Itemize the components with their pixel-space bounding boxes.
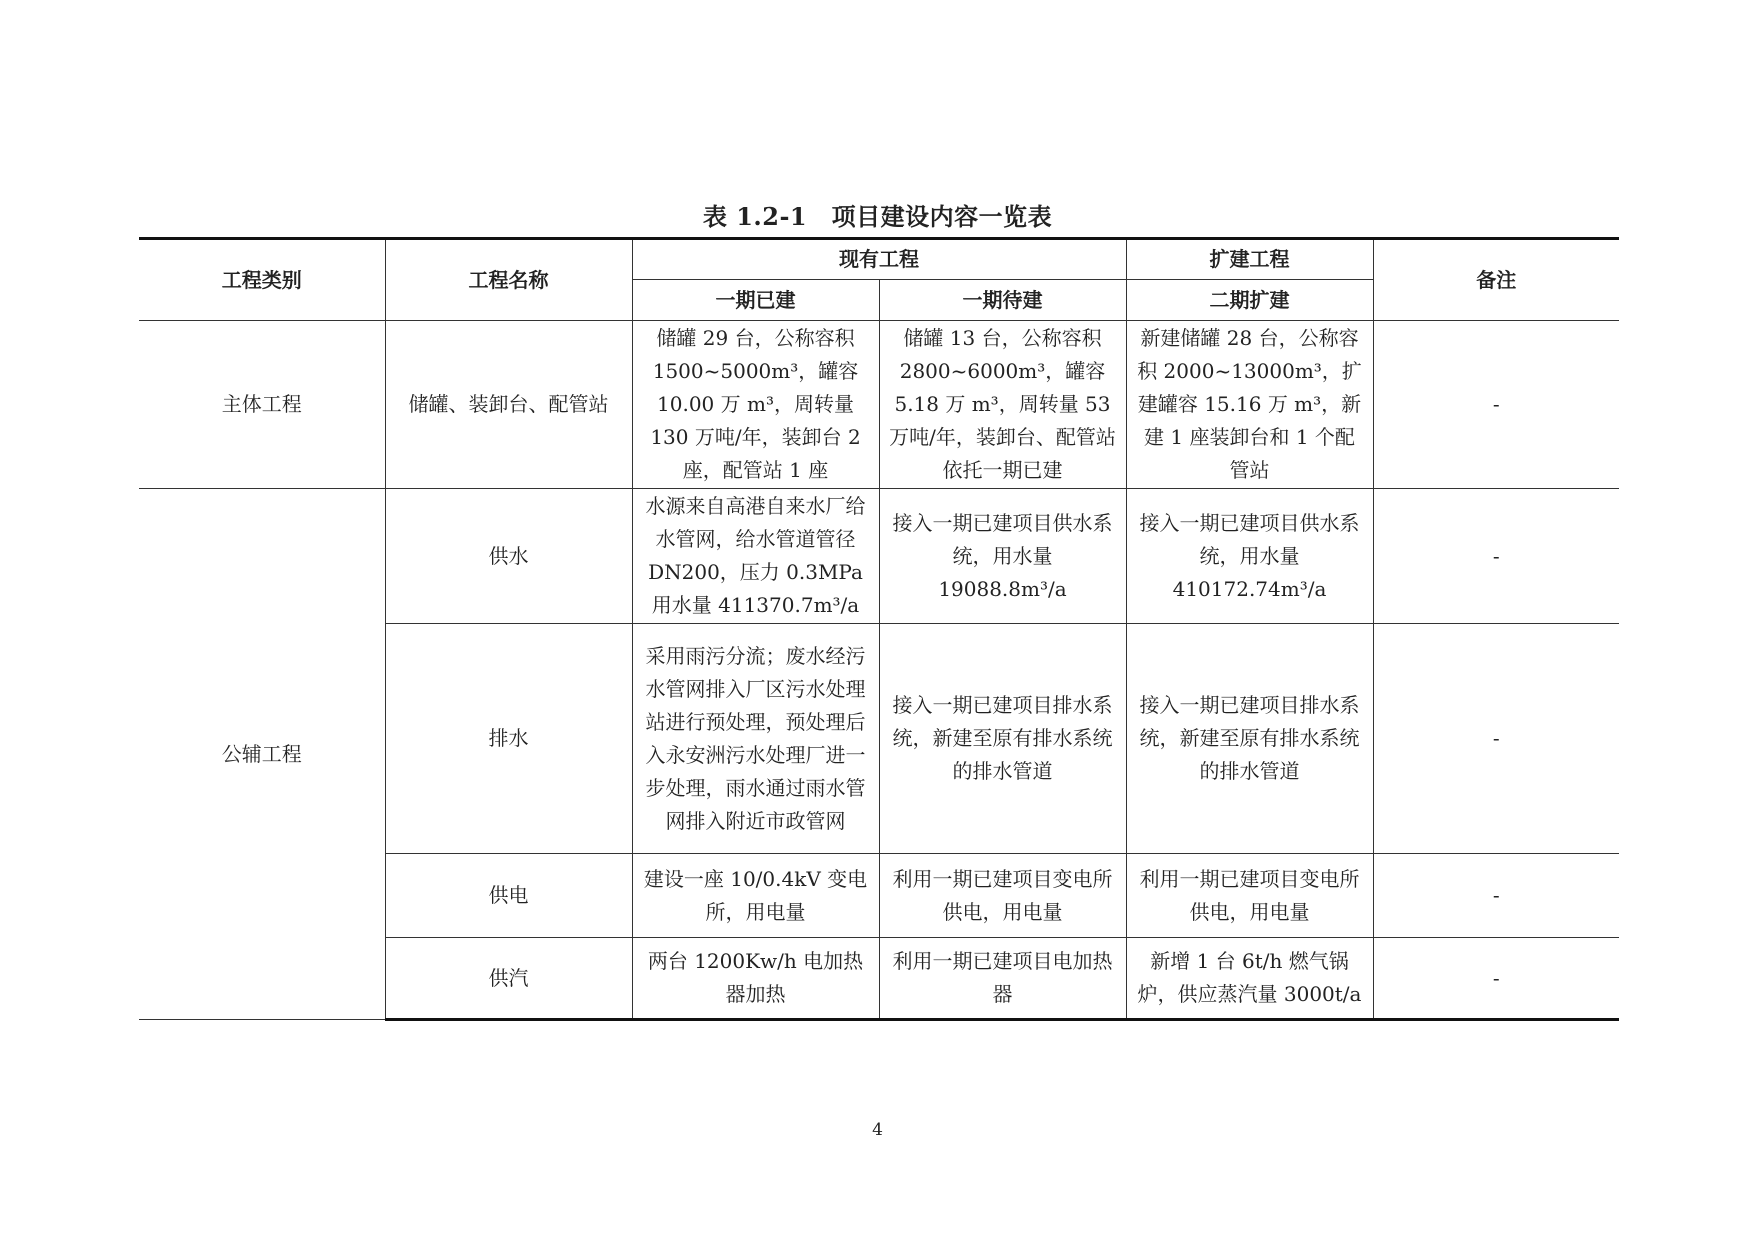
header-name: 工程名称: [385, 239, 632, 321]
cell-phase1-pending: 接入一期已建项目排水系统，新建至原有排水系统的排水管道: [879, 624, 1126, 854]
cell-phase2-expand: 利用一期已建项目变电所供电，用电量: [1126, 854, 1373, 938]
header-row-1: [139, 239, 1619, 280]
cell-phase1-pending: 接入一期已建项目供水系统，用水量 19088.8m³/a: [879, 489, 1126, 624]
cell-phase1-built: 两台 1200Kw/h 电加热器加热: [632, 938, 879, 1020]
project-content-table: [139, 237, 1619, 1021]
cell-remarks: -: [1373, 938, 1619, 1020]
header-phase1-pending: 一期待建: [879, 280, 1126, 321]
cell-phase2-expand: 接入一期已建项目排水系统，新建至原有排水系统的排水管道: [1126, 624, 1373, 854]
cell-remarks: -: [1373, 624, 1619, 854]
table-title: 表 1.2-1 项目建设内容一览表: [702, 202, 1053, 231]
cell-phase1-built: 水源来自高港自来水厂给水管网，给水管道管径 DN200，压力 0.3MPa 用水量 411370.7m³/a: [632, 489, 879, 624]
cell-name: 供汽: [385, 938, 632, 1020]
cell-phase1-pending: 储罐 13 台，公称容积 2800~6000m³，罐容 5.18 万 m³，周转量 53 万吨/年，装卸台、配管站依托一期已建: [879, 321, 1126, 489]
header-phase1-built: 一期已建: [632, 280, 879, 321]
cell-phase1-pending: 利用一期已建项目变电所供电，用电量: [879, 854, 1126, 938]
cell-name: 储罐、装卸台、配管站: [385, 321, 632, 489]
header-phase2-expand: 二期扩建: [1126, 280, 1373, 321]
header-existing: 现有工程: [632, 239, 1126, 280]
header-category: 工程类别: [139, 239, 385, 321]
cell-phase2-expand: 接入一期已建项目供水系统，用水量 410172.74m³/a: [1126, 489, 1373, 624]
cell-name: 排水: [385, 624, 632, 854]
table-row: [139, 321, 1619, 489]
cell-phase1-built: 储罐 29 台，公称容积 1500~5000m³，罐容 10.00 万 m³，周转量 130 万吨/年，装卸台 2 座，配管站 1 座: [632, 321, 879, 489]
cell-phase2-expand: 新增 1 台 6t/h 燃气锅炉，供应蒸汽量 3000t/a: [1126, 938, 1373, 1020]
cell-category: 公辅工程: [139, 489, 385, 1020]
cell-name: 供电: [385, 854, 632, 938]
cell-remarks: -: [1373, 489, 1619, 624]
cell-name: 供水: [385, 489, 632, 624]
cell-phase2-expand: 新建储罐 28 台，公称容积 2000~13000m³，扩建罐容 15.16 万 m³，新建 1 座装卸台和 1 个配管站: [1126, 321, 1373, 489]
header-expansion: 扩建工程: [1126, 239, 1373, 280]
page-number: 4: [872, 1120, 883, 1140]
cell-phase1-pending: 利用一期已建项目电加热器: [879, 938, 1126, 1020]
header-remarks: 备注: [1373, 239, 1619, 321]
cell-phase1-built: 采用雨污分流；废水经污水管网排入厂区污水处理站进行预处理，预处理后入永安洲污水处理厂进一步处理，雨水通过雨水管网排入附近市政管网: [632, 624, 879, 854]
table-row: [139, 489, 1619, 624]
cell-remarks: -: [1373, 854, 1619, 938]
cell-category: 主体工程: [139, 321, 385, 489]
cell-phase1-built: 建设一座 10/0.4kV 变电所，用电量: [632, 854, 879, 938]
cell-remarks: -: [1373, 321, 1619, 489]
